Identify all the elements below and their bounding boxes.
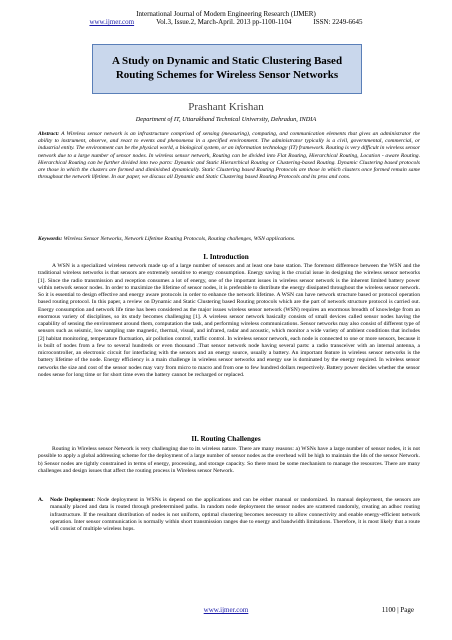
- section-heading-introduction: I. Introduction: [203, 253, 249, 261]
- journal-issue: Vol.3, Issue.2, March-April. 2013 pp-1100-1104: [156, 18, 292, 27]
- paper-title-line1: A Study on Dynamic and Static Clustering Based: [111, 55, 343, 67]
- footer-url-link[interactable]: www.ijmer.com: [203, 606, 249, 614]
- keywords-text: Wireless Sensor Networks, Network Lifetime Routing Protocols, Routing challenges, WSN applications.: [63, 236, 296, 242]
- introduction-paragraph: A WSN is a specialized wireless network made up of a large number of sensors and at least one base station. The foremost difference between the WSN and the traditional wireless networks is that sensors are extremely sensitive to energy consumption. Energy saving is the crucial issue in designing the wireless sensor networks [1]. Since the radio transmission and reception consumes a lot of energy, one of the important issues in wireless sensor network is the inherent limited battery power within network sensor nodes. In order to maximize the lifetime of sensor nodes, it is preferable to distribute the energy dissipated throughout the wireless sensor network. So it is essential to design effective and energy aware protocols in order to enhance the network lifetime. A WSN can have network structure based or protocol operation based routing protocol. In this paper, a review on Dynamic and Static Clustering based Routing protocols which are the part of network structure protocol is carried out. Energy consumption and network life time has been considered as the major issues wireless sensor network (WSN) requires an enormous breadth of knowledge from an enormous variety of disciplines, so its study becomes challenging [1]. A wireless sensor network basically consists of small devices called sensor nodes having the capability of sensing the environment around them, computation the task, and performing wireless communications. Sensor networks may also consist of different type of sensors such as seismic, low sampling rate magnetic, thermal, visual, and infrared, radar and acoustic, which monitor a wide variety of ambient conditions that includes [2] habitat monitoring, temperature fluctuation, air pollution control, traffic control. In wireless sensor network, each node is connected to one or more sensors, because it is built of nodes from a few to several hundreds or even thousand .That sensor network node having several parts: a radio transceiver with an internal antenna, a microcontroller, an electronic circuit for interfacing with the sensors and an energy source, usually a battery. An important feature in wireless sensor networks is the battery lifetime of the node. Energy efficiency is a main challenge in wireless sensor networks and energy use is dominated by the energy required. In wireless sensor networks the size and cost of the sensor nodes may vary from micro to macro and from one to few hundred dollars respectively. Battery power decides whether the sensor nodes sense for long time or for short time even the battery cannot be recharged or replaced.: [38, 263, 420, 378]
- abstract: [38, 131, 420, 181]
- journal-issn: ISSN: 2249-6645: [313, 18, 363, 27]
- journal-header: [0, 10, 452, 27]
- journal-url-link[interactable]: www.ijmer.com: [89, 18, 135, 27]
- journal-info-line: [0, 18, 452, 26]
- keywords: [38, 236, 420, 242]
- routing-challenges-body: [38, 446, 420, 475]
- author-name: Prashant Krishan: [188, 101, 264, 113]
- subsection-label: A.: [38, 497, 44, 503]
- journal-name: International Journal of Modern Engineering Research (IJMER): [136, 10, 316, 18]
- subsection-title: Node Deployment: [50, 497, 94, 503]
- author-affiliation: Department of IT, Uttarakhand Technical University, Dehradun, INDIA: [135, 116, 317, 123]
- routing-challenges-paragraph: Routing in Wireless sensor Network is very challenging due to its wireless nature. There are many reasons: a) WSNs have a large number of sensor nodes, it is not possible to apply a global addressing scheme for the deployment of a large number of sensor nodes as the overhead will be high to maintain the Ids of the sensor Network. b) Sensor nodes are tightly constrained in terms of energy, processing, and storage capacity. So there must be some mechanism to manage the resources. There are many challenges and design issues that affect the routing process in Wireless sensor Network.: [38, 446, 420, 474]
- introduction-body: [38, 263, 420, 379]
- abstract-text: A Wireless sensor network is an infrastructure comprised of sensing (measuring), computing, and communication elements that gives an administrator the ability to instrument, observe, and react to events and phenomena in a specified environment. The administrator typically is a civil, governmental, commercial, or industrial entity. The environment can be the physical world, a biological system, or an information technology (IT) framework. Routing is very difficult in wireless sensor network due to a large number of sensor nodes. In wireless sensor network, Routing can be divided into Flat Routing, Hierarchical Routing, Location - aware Routing. Hierarchical Routing can be further divided into two parts: Dynamic and Static Hierarchical Routing or Clustering-based Routing. Dynamic Clustering based protocols are those in which the clusters are formed and diminished dynamically. Static Clustering based Routing Protocols are those in which clusters once formed remain same throughout the network lifetime. In our paper, we discuss all Dynamic and Static Clustering based Routing Protocols and its pros and cons.: [38, 131, 420, 181]
- subsection-body: [50, 497, 420, 533]
- paper-title-box: [92, 44, 362, 94]
- abstract-label: Abstract:: [38, 131, 60, 137]
- paper-title-line2: Routing Schemes for Wireless Sensor Networks: [115, 68, 339, 81]
- footer-page-number: 1100 | Page: [381, 606, 414, 614]
- subsection-node-deployment: [38, 497, 421, 532]
- section-heading-routing-challenges: II. Routing Challenges: [191, 435, 261, 443]
- subsection-text: : Node deployment in WSNs is depend on the applications and can be either manual or randomized. In manual deployment, the sensors are manually placed and data is routed through predetermined paths. In random node deployment the sensor nodes are scattered randomly, creating an adhoc routing infrastructure. If the resultant distribution of nodes is not uniform, optimal clustering becomes necessary to allow connectivity and enable energy-efficient network operation. Inter sensor communication is normally within short transmission ranges due to energy and bandwidth limitations. Therefore, it is most likely that a route will consist of multiple wireless hops.: [50, 497, 421, 532]
- keywords-label: Keywords:: [38, 236, 63, 242]
